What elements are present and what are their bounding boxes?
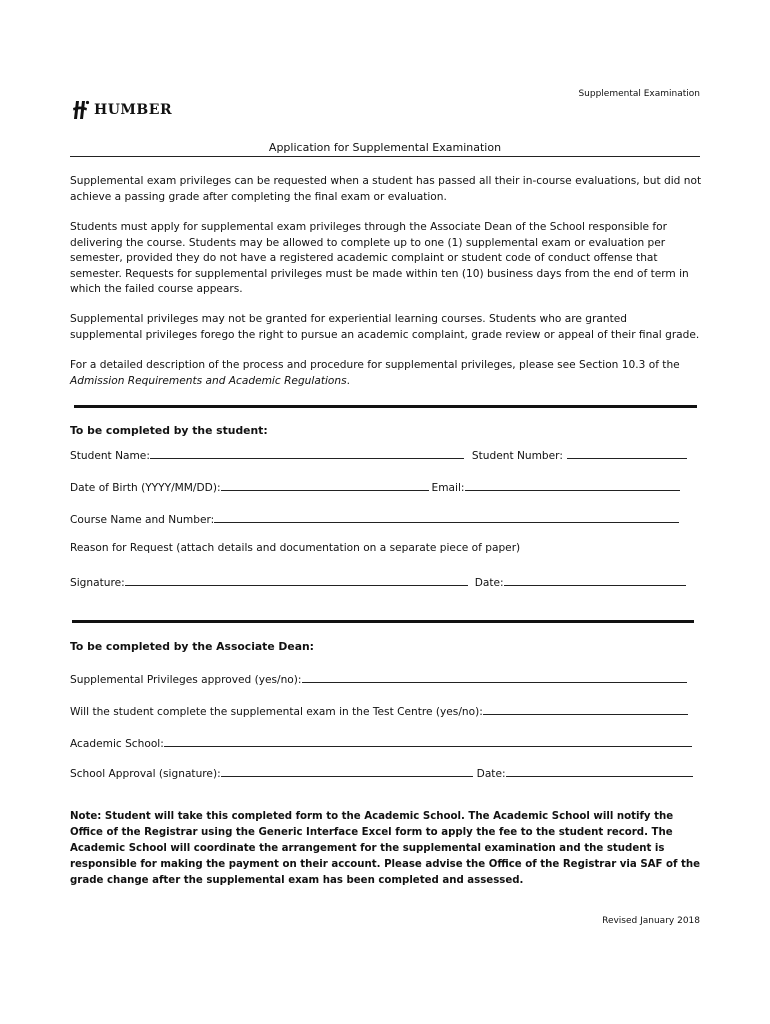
course-row (70, 511, 679, 526)
approved-row (70, 671, 687, 686)
school-approval-row (70, 765, 693, 780)
eligibility-paragraph: Students must apply for supplemental exam privileges through the Associate Dean of the School responsible for delivering the course. Students may be allowed to complete up to one (1) supplemental exam or evaluation per semester, provided they do not have a registered academic complaint or student code of conduct offense that semester. Requests for supplemental privileges must be made within ten (10) business days from the end of term in which the failed course appears. (70, 221, 689, 295)
email-label: Email: (431, 482, 465, 494)
form-title: Application for Supplemental Examination (268, 141, 502, 154)
signature-row (70, 574, 686, 589)
student-number-label: Student Number: (471, 450, 563, 462)
dean-date-field[interactable] (506, 765, 693, 777)
academic-school-field[interactable] (164, 735, 692, 747)
dean-section-heading: To be completed by the Associate Dean: (70, 640, 314, 653)
reference-text: For a detailed description of the process and procedure for supplemental privileges, please see Section 10.3 of the (70, 359, 680, 371)
course-label: Course Name and Number: (70, 514, 215, 526)
signature-field[interactable] (125, 574, 468, 586)
humber-logo (70, 99, 172, 121)
student-section-heading: To be completed by the student: (70, 424, 268, 437)
academic-school-row (70, 735, 692, 750)
dean-date-label: Date: (476, 768, 506, 780)
reason-row: Reason for Request (attach details and documentation on a separate piece of paper) (70, 542, 521, 554)
logo-wordmark: HUMBER (94, 102, 173, 118)
student-name-field[interactable] (150, 447, 464, 459)
section-divider (74, 405, 697, 408)
approved-label: Supplemental Privileges approved (yes/no): (70, 674, 302, 686)
student-name-row (70, 447, 687, 462)
academic-school-label: Academic School: (70, 738, 164, 750)
email-field[interactable] (465, 479, 680, 491)
note-paragraph: Note: Student will take this completed form to the Academic School. The Academic School will notify the Office of the Registrar using the Generic Interface Excel form to apply the fee to the student record. The Academic School will coordinate the arrangement for the supplemental examination and the student is responsible for making the payment on their account. Please advise the Office of the Registrar via SAF of the grade change after the supplemental exam has been completed and assessed. (70, 811, 701, 886)
test-centre-row (70, 703, 688, 718)
dob-email-row (70, 479, 680, 494)
school-approval-field[interactable] (221, 765, 473, 777)
course-field[interactable] (214, 511, 679, 523)
student-date-label: Date: (474, 577, 504, 589)
student-date-field[interactable] (504, 574, 686, 586)
document-label: Supplemental Examination (578, 89, 700, 99)
school-approval-label: School Approval (signature): (70, 768, 221, 780)
student-name-label: Student Name: (70, 450, 150, 462)
signature-label: Signature: (70, 577, 125, 589)
section-divider (72, 620, 694, 623)
reference-paragraph (70, 358, 702, 389)
approved-field[interactable] (302, 671, 687, 683)
student-number-field[interactable] (567, 447, 687, 459)
dob-field[interactable] (221, 479, 429, 491)
regulations-title: Admission Requirements and Academic Regulations (70, 374, 347, 387)
test-centre-label: Will the student complete the supplemental exam in the Test Centre (yes/no): (70, 706, 483, 718)
humber-logo-icon (70, 99, 90, 121)
intro-paragraph: Supplemental exam privileges can be requested when a student has passed all their in-course evaluations, but did not achieve a passing grade after completing the final exam or evaluation. (70, 175, 702, 203)
dob-label: Date of Birth (YYYY/MM/DD): (70, 482, 221, 494)
reference-end: . (346, 374, 351, 387)
test-centre-field[interactable] (483, 703, 688, 715)
restrictions-paragraph: Supplemental privileges may not be granted for experiential learning courses. Students who are granted supplemental privileges forego the right to pursue an academic complaint, grade review or appeal of their final grade. (70, 313, 700, 341)
title-divider (70, 156, 700, 157)
revised-date: Revised January 2018 (602, 916, 700, 926)
